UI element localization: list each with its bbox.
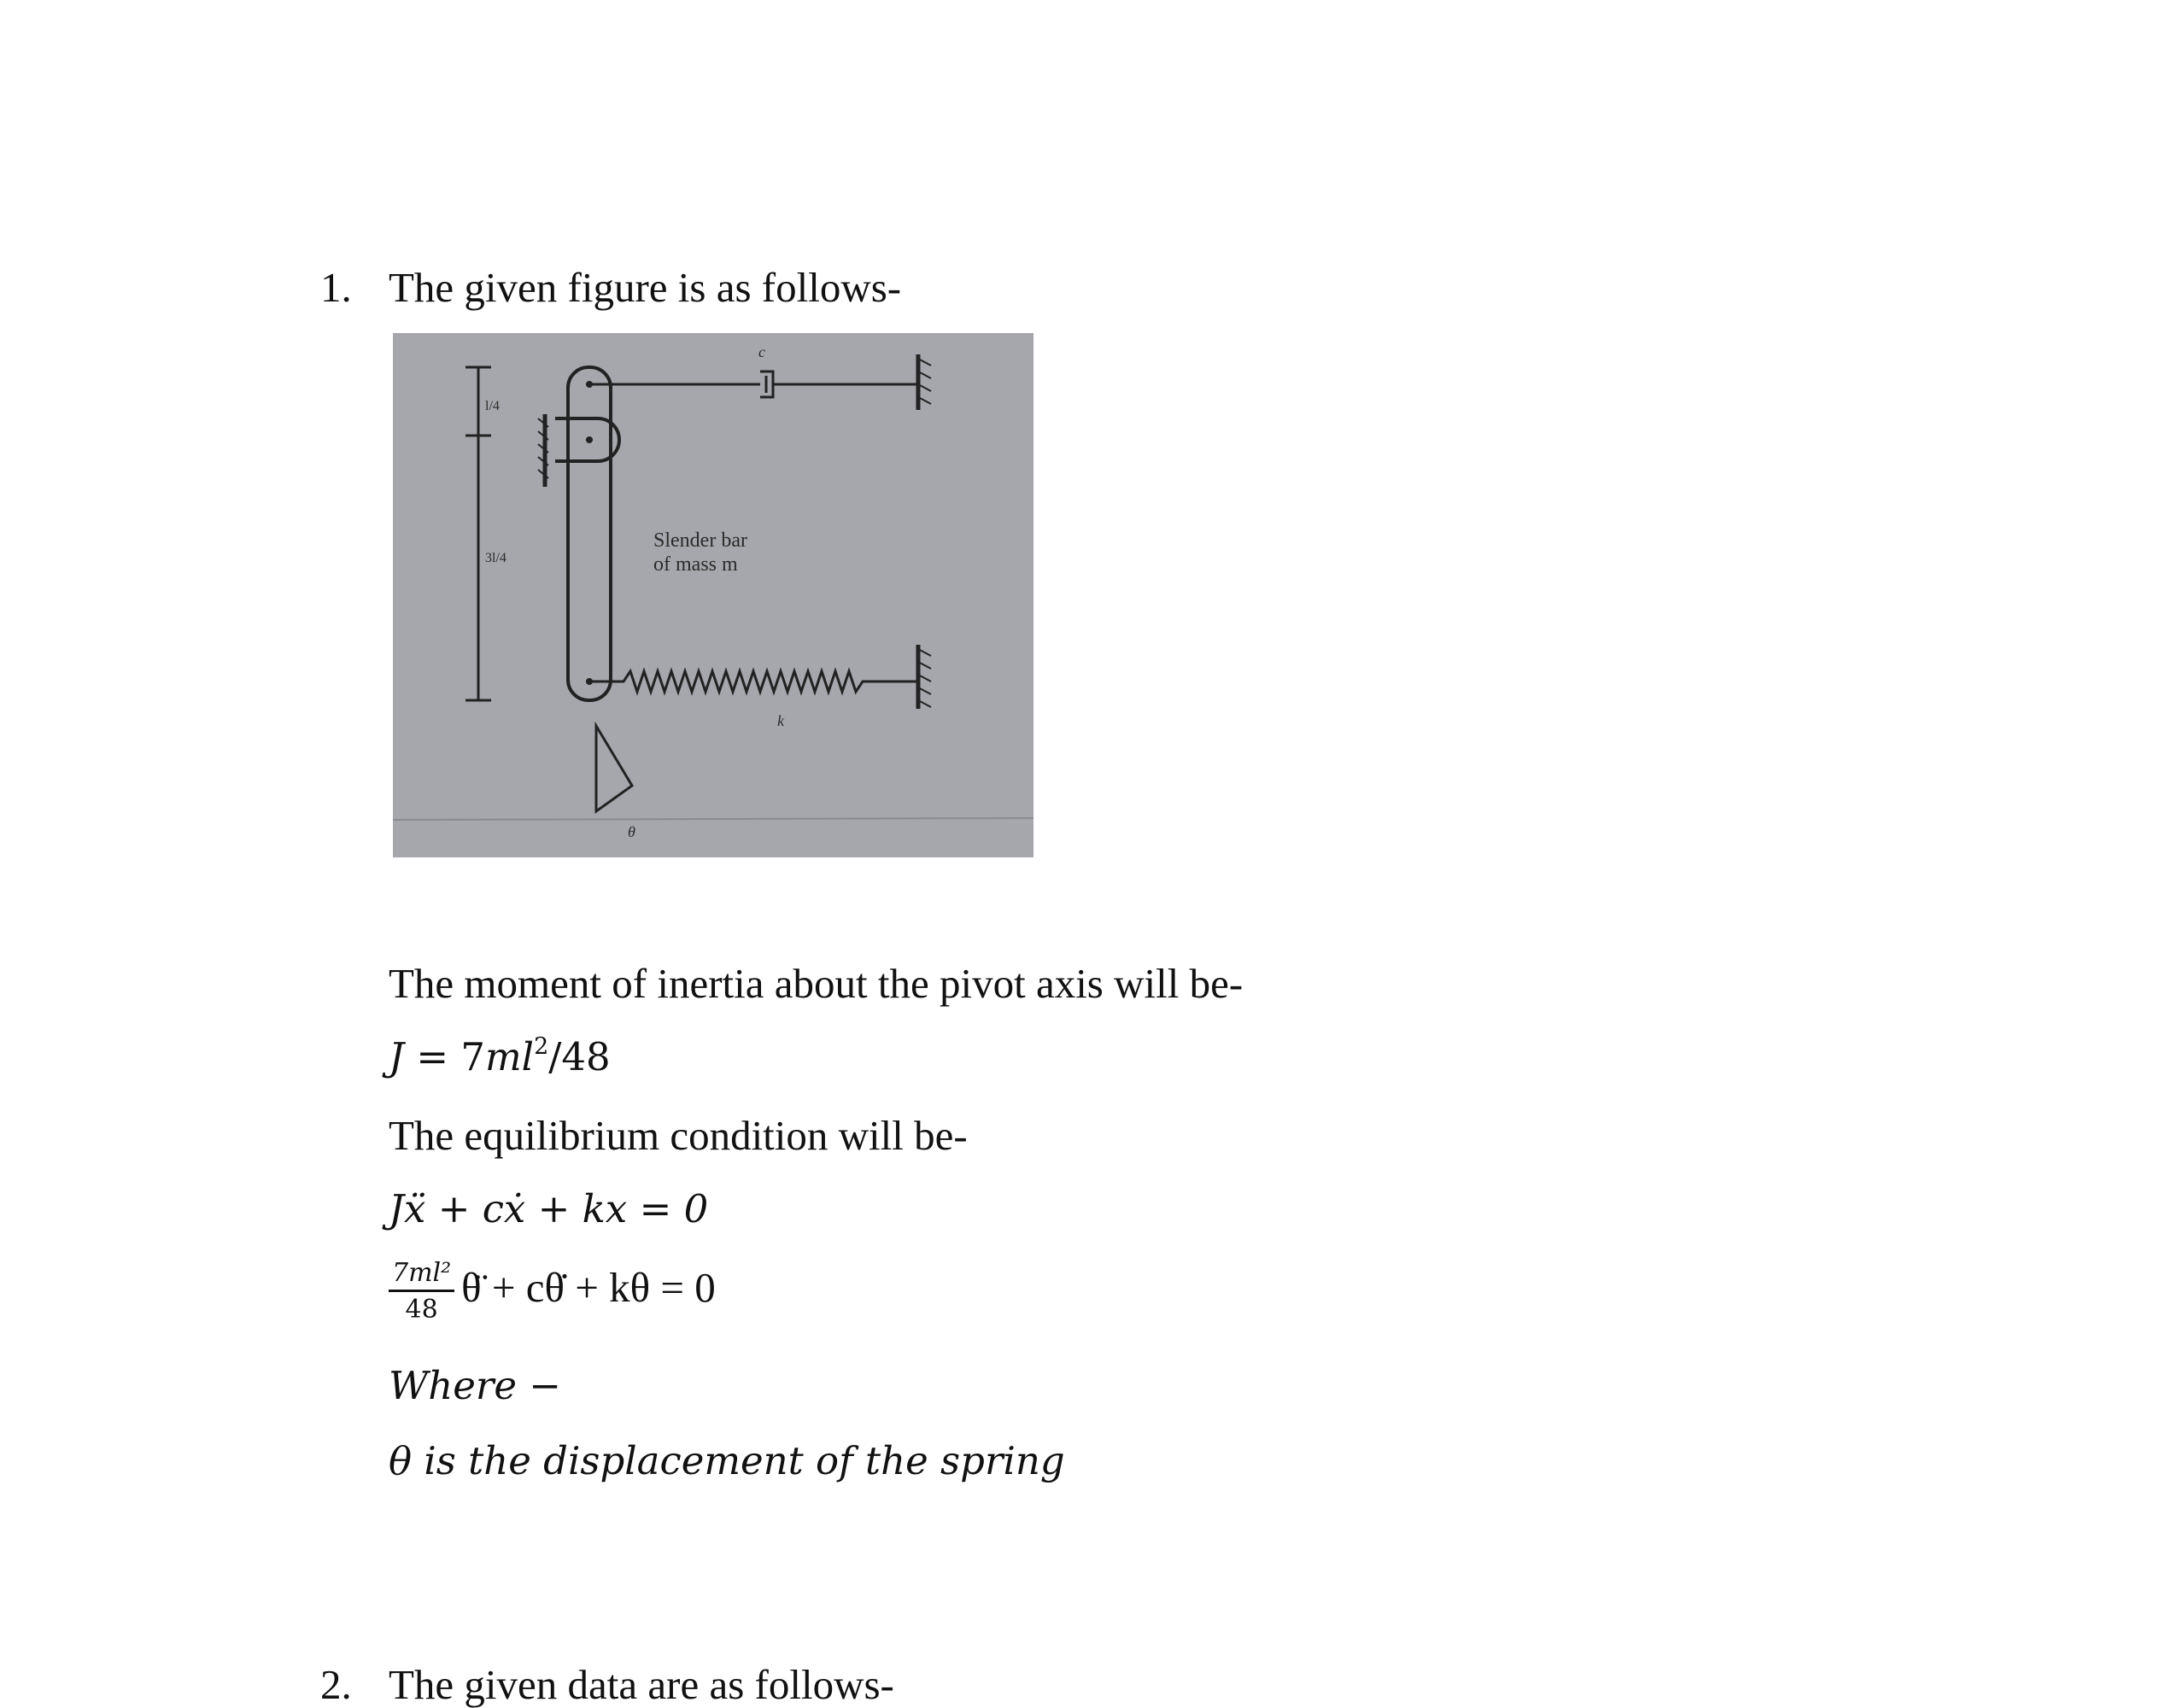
item-1-heading: The given figure is as follows- — [389, 264, 902, 311]
equation-j-eq: = 7 — [404, 1034, 485, 1079]
figure-label-top-dim: l/4 — [485, 399, 500, 413]
item-2-heading: The given data are as follows- — [389, 1661, 894, 1708]
equation-j-var: ml — [485, 1034, 535, 1079]
figure-label-mass: of mass m — [653, 553, 738, 576]
list-number-2: 2. — [320, 1661, 352, 1708]
figure-label-slender: Slender bar — [653, 529, 747, 552]
where-text: Where − — [389, 1363, 562, 1408]
figure-label-c: c — [758, 343, 765, 360]
moment-of-inertia-text: The moment of inertia about the pivot axis will be- — [389, 960, 1244, 1007]
fraction-numerator: 7ml² — [389, 1261, 454, 1292]
equation-moment-of-inertia — [389, 1033, 611, 1079]
theta-definition-text: θ is the displacement of the spring — [389, 1438, 1065, 1483]
equation-theta-rest: θ̈ + cθ̇ + kθ = 0 — [461, 1264, 716, 1311]
equation-j-tail: /48 — [548, 1034, 611, 1079]
symbol-J: J — [389, 1034, 405, 1079]
list-number-1: 1. — [320, 264, 352, 311]
figure-label-mid-dim: 3l/4 — [485, 551, 506, 565]
equation-j-exponent: 2 — [534, 1033, 549, 1061]
equation-theta-motion — [389, 1258, 716, 1325]
equilibrium-condition-text: The equilibrium condition will be- — [389, 1112, 968, 1159]
inertia-fraction — [389, 1258, 454, 1325]
figure-label-k: k — [777, 712, 784, 729]
figure-label-theta: θ — [628, 823, 635, 840]
fraction-denominator: 48 — [405, 1295, 438, 1325]
slender-bar-figure — [393, 333, 1033, 857]
equation-general-motion: Jẍ + cẋ + kx = 0 — [389, 1186, 709, 1231]
